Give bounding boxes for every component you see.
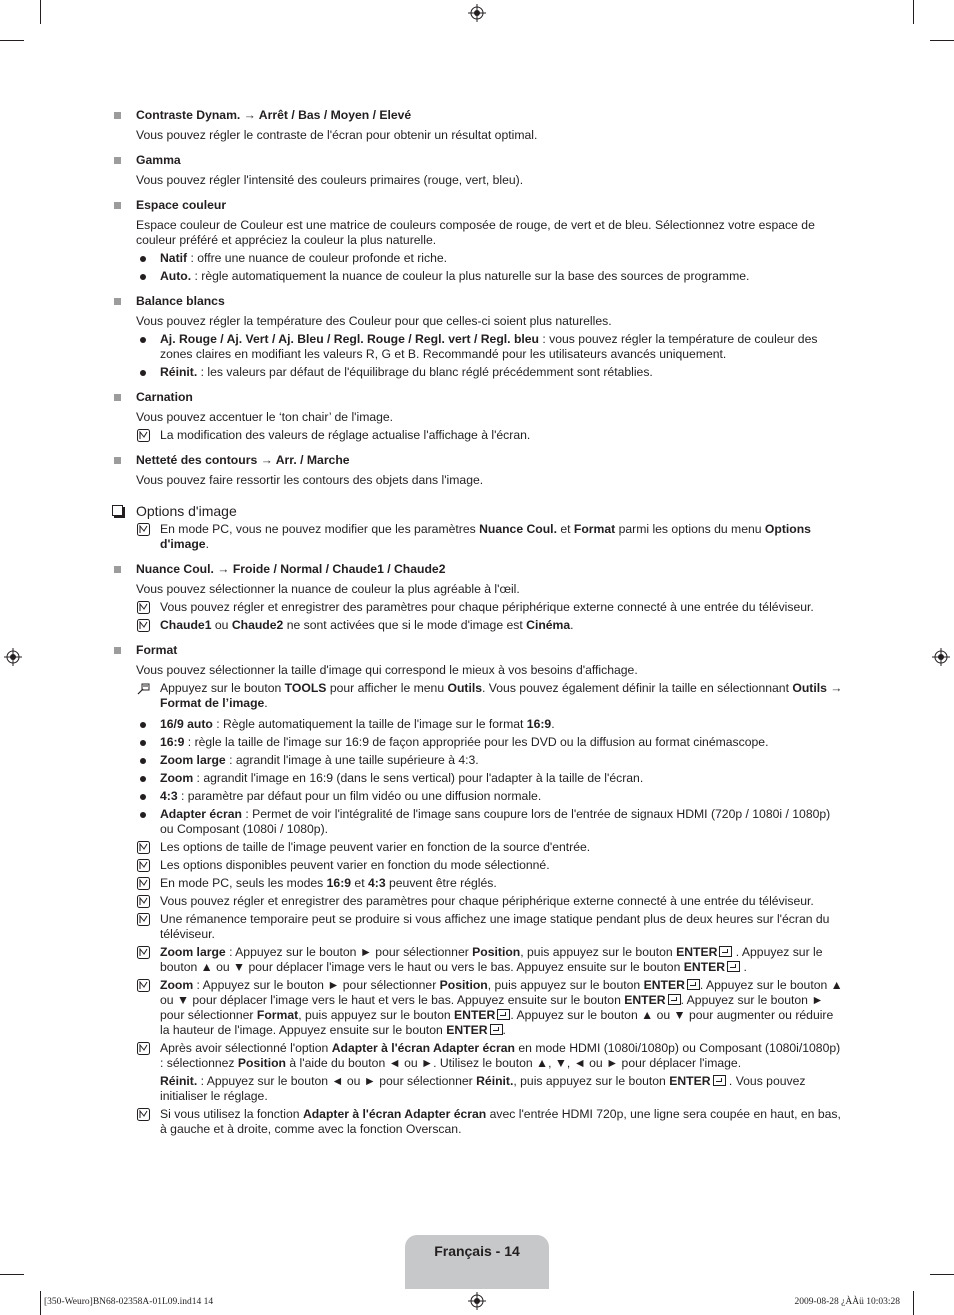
imprint-date: 2009-08-28 ¿ÀÀü 10:03:28 — [794, 1297, 900, 1307]
square-bullet-icon — [114, 394, 121, 401]
note-icon — [137, 841, 150, 854]
note: Zoom large : Appuyez sur le bouton ► pour sélectionner Position, puis appuyez sur le bouton ENTER . Appuyez sur le bouton ▲ ou ▼ pour déplacer l'image vers le haut ou vers le bas. Appuyez ensuite sur le bouton ENTER . — [110, 945, 845, 975]
bullet-dot-icon — [140, 740, 146, 746]
note: Une rémanence temporaire peut se produire si vous affichez une image statique pendant plus de deux heures sur l'écran du téléviseur. — [110, 912, 845, 942]
note-icon — [137, 429, 150, 442]
note-icon — [137, 859, 150, 872]
square-bullet-icon — [114, 457, 121, 464]
registration-mark-icon — [468, 4, 486, 22]
note: Les options disponibles peuvent varier en fonction du mode sélectionné. — [110, 858, 845, 873]
enter-icon — [497, 1009, 510, 1020]
note-icon — [137, 979, 150, 992]
crop-mark — [930, 40, 954, 41]
page-number: Français - 14 — [434, 1243, 520, 1259]
section-heading: Gamma — [110, 153, 845, 168]
format-bullet-list — [110, 717, 845, 837]
crop-mark — [40, 1291, 41, 1315]
crop-mark — [40, 0, 41, 24]
bullet-dot-icon — [140, 274, 146, 280]
paragraph: Vous pouvez accentuer le ‘ton chair’ de l'image. — [136, 410, 394, 424]
square-bullet-icon — [114, 112, 121, 119]
note-icon — [137, 619, 150, 632]
crop-mark — [0, 40, 24, 41]
list-item: Zoom large : agrandit l'image à une taille supérieure à 4:3. — [110, 753, 845, 768]
square-bullet-icon — [114, 298, 121, 305]
crop-mark — [930, 1274, 954, 1275]
note: Zoom : Appuyez sur le bouton ► pour sélectionner Position, puis appuyez sur le bouton ENTER . Appuyez sur le bouton ▲ ou ▼ pour déplacer l'image vers le haut et vers le bas. Appuyez ensuite sur le bouton ENTER . Appuyez sur le bouton ► pour sélectionner Format, puis appuyez sur le bouton ENTER . Appuyez sur le bouton ▲ ou ▼ pour augmenter ou réduire la hauteur de l'image. Appuyez ensuite sur le bouton ENTER . — [110, 978, 845, 1038]
crop-mark — [913, 1291, 914, 1315]
enter-icon — [687, 979, 700, 990]
paragraph: Vous pouvez régler le contraste de l'écran pour obtenir un résultat optimal. — [136, 128, 538, 142]
list-item: Natif : offre une nuance de couleur profonde et riche. — [110, 251, 845, 266]
subsection-heading: Options d'image — [110, 504, 845, 519]
note-icon — [137, 1108, 150, 1121]
enter-icon — [727, 961, 740, 972]
square-bullet-icon — [114, 647, 121, 654]
enter-icon — [490, 1024, 503, 1035]
section-heading: Balance blancs — [110, 294, 845, 309]
paragraph: Vous pouvez faire ressortir les contours des objets dans l'image. — [136, 473, 484, 487]
manual-content — [110, 108, 845, 1137]
registration-mark-icon — [932, 648, 950, 666]
note: Vous pouvez régler et enregistrer des paramètres pour chaque périphérique externe connecté à une entrée du téléviseur. — [110, 894, 845, 909]
paragraph: Espace couleur de Couleur est une matrice de couleurs composée de rouge, de vert et de bleu. Sélectionnez votre espace de couleur préféré et appréciez la couleur la plus naturelle. — [136, 218, 815, 247]
note-icon — [137, 895, 150, 908]
paragraph: Vous pouvez régler l'intensité des couleurs primaires (rouge, vert, bleu). — [136, 173, 524, 187]
note-icon — [137, 1042, 150, 1055]
note-icon — [137, 877, 150, 890]
imprint-file: [350-Weuro]BN68-02358A-01L09.ind14 14 — [44, 1297, 214, 1307]
square-bullet-icon — [114, 157, 121, 164]
bullet-dot-icon — [140, 722, 146, 728]
section-heading: Format — [110, 643, 845, 658]
list-item: Adapter écran : Permet de voir l'intégralité de l'image sans coupure lors de l'entrée de signaux HDMI (720p / 1080i / 1080p) ou Composant (1080i / 1080p). — [110, 807, 845, 837]
note: En mode PC, vous ne pouvez modifier que les paramètres Nuance Coul. et Format parmi les options du menu Options d'image. — [110, 522, 845, 552]
square-bullet-icon — [114, 202, 121, 209]
bullet-dot-icon — [140, 776, 146, 782]
list-item: Auto. : règle automatiquement la nuance de couleur la plus naturelle sur la base des sources de programme. — [110, 269, 845, 284]
paragraph: Vous pouvez sélectionner la nuance de couleur la plus agréable à l'œil. — [136, 582, 520, 596]
square-bullet-icon — [114, 566, 121, 573]
tools-remote-icon — [137, 682, 150, 695]
bullet-dot-icon — [140, 370, 146, 376]
enter-icon — [713, 1075, 726, 1086]
crop-mark — [913, 0, 914, 24]
registration-mark-icon — [4, 648, 22, 666]
registration-mark-icon — [468, 1292, 486, 1310]
list-item: Aj. Rouge / Aj. Vert / Aj. Bleu / Regl. Rouge / Regl. vert / Regl. bleu : vous pouvez régler la température de couleur des zones claires en modifiant les valeurs R, G et B. Recommandé pour les utilisateurs avancés uniquement. — [110, 332, 845, 362]
bullet-dot-icon — [140, 337, 146, 343]
list-item: Réinit. : les valeurs par défaut de l'équilibrage du blanc réglé précédemment sont rétablies. — [110, 365, 845, 380]
bullet-dot-icon — [140, 812, 146, 818]
paragraph: Vous pouvez sélectionner la taille d'image qui correspond le mieux à vos besoins d'affichage. — [136, 663, 638, 677]
note: En mode PC, seuls les modes 16:9 et 4:3 peuvent être réglés. — [110, 876, 845, 891]
list-item: 4:3 : paramètre par défaut pour un film vidéo ou une diffusion normale. — [110, 789, 845, 804]
section-heading: Contraste Dynam. → Arrêt / Bas / Moyen / Elevé — [110, 108, 845, 123]
note-icon — [137, 601, 150, 614]
note: Chaude1 ou Chaude2 ne sont activées que si le mode d'image est Cinéma. — [110, 618, 845, 633]
section-heading: Carnation — [110, 390, 845, 405]
bullet-dot-icon — [140, 256, 146, 262]
checkbox-heading-icon — [112, 505, 123, 516]
bullet-dot-icon — [140, 758, 146, 764]
section-heading: Netteté des contours → Arr. / Marche — [110, 453, 845, 468]
section-heading: Espace couleur — [110, 198, 845, 213]
enter-icon — [668, 994, 681, 1005]
note-continuation: Réinit. : Appuyez sur le bouton ◄ ou ► pour sélectionner Réinit., puis appuyez sur le bouton ENTER . Vous pouvez initialiser le réglage. — [160, 1074, 806, 1103]
list-item: 16/9 auto : Règle automatiquement la taille de l'image sur le format 16:9. — [110, 717, 845, 732]
crop-mark — [0, 1274, 24, 1275]
note: Les options de taille de l'image peuvent varier en fonction de la source d'entrée. — [110, 840, 845, 855]
note-icon — [137, 946, 150, 959]
note: Vous pouvez régler et enregistrer des paramètres pour chaque périphérique externe connecté à une entrée du téléviseur. — [110, 600, 845, 615]
list-item: Zoom : agrandit l'image en 16:9 (dans le sens vertical) pour l'adapter à la taille de l'écran. — [110, 771, 845, 786]
note: Si vous utilisez la fonction Adapter à l'écran Adapter écran avec l'entrée HDMI 720p, une ligne sera coupée en haut, en bas, à gauche et à droite, comme avec la fonction Overscan. — [110, 1107, 845, 1137]
paragraph: Vous pouvez régler la température des Couleur pour que celles-ci soient plus naturelles. — [136, 314, 612, 328]
note-icon — [137, 523, 150, 536]
note-icon — [137, 913, 150, 926]
enter-icon — [719, 946, 732, 957]
note: La modification des valeurs de réglage actualise l'affichage à l'écran. — [110, 428, 845, 443]
tools-note: Appuyez sur le bouton TOOLS pour afficher le menu Outils. Vous pouvez également définir la taille en sélectionnant Outils → Format de l’image. — [110, 681, 845, 711]
list-item: 16:9 : règle la taille de l'image sur 16:9 de façon appropriée pour les DVD ou la diffusion au format cinémascope. — [110, 735, 845, 750]
section-heading: Nuance Coul. → Froide / Normal / Chaude1 / Chaude2 — [110, 562, 845, 577]
bullet-dot-icon — [140, 794, 146, 800]
note: Après avoir sélectionné l'option Adapter à l'écran Adapter écran en mode HDMI (1080i/1080p) ou Composant (1080i/1080p) : sélectionnez Position à l'aide du bouton ◄ ou ►. Utilisez le bouton ▲, ▼, ◄ ou ► pour déplacer l'image. — [110, 1041, 845, 1071]
